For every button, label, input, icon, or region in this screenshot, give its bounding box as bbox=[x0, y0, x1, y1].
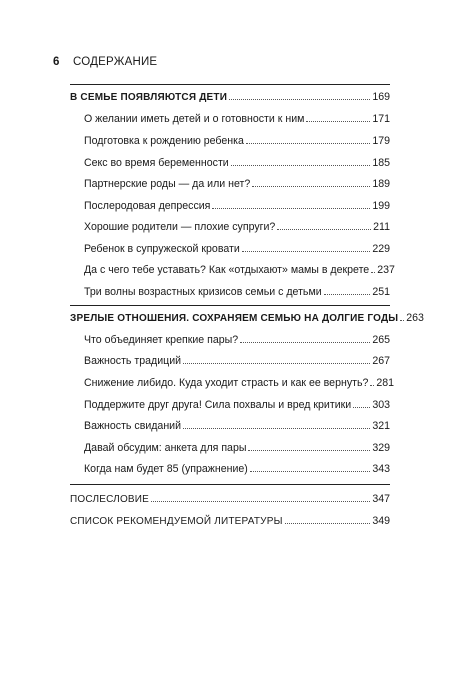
toc-references[interactable] bbox=[70, 514, 390, 529]
running-header bbox=[53, 56, 157, 68]
leader-dots bbox=[240, 333, 370, 343]
toc-entry-label: Подготовка к рождению ребенка bbox=[84, 135, 244, 147]
leader-dots bbox=[183, 419, 370, 429]
leader-dots bbox=[370, 376, 374, 386]
toc-entry[interactable] bbox=[84, 462, 390, 476]
toc-entry-label: ЗРЕЛЫЕ ОТНОШЕНИЯ. СОХРАНЯЕМ СЕМЬЮ НА ДОЛГИЕ ГОДЫ bbox=[70, 313, 399, 324]
leader-dots bbox=[252, 177, 370, 187]
toc-entry[interactable] bbox=[84, 285, 390, 299]
toc-entry-page: 329 bbox=[372, 442, 390, 454]
toc-chapter-children[interactable] bbox=[70, 90, 390, 105]
toc-entry-label: Хорошие родители — плохие супруги? bbox=[84, 221, 276, 233]
toc-entry-label: СПИСОК РЕКОМЕНДУЕМОЙ ЛИТЕРАТУРЫ bbox=[70, 516, 283, 527]
toc-entry-page: 349 bbox=[372, 515, 390, 527]
toc-entry[interactable] bbox=[84, 134, 390, 148]
toc-entry-page: 281 bbox=[376, 377, 395, 389]
toc-entry[interactable] bbox=[84, 263, 395, 277]
toc-chapter-mature[interactable] bbox=[70, 311, 424, 326]
section-divider bbox=[70, 84, 390, 85]
leader-dots bbox=[250, 462, 370, 472]
toc-entry-page: 237 bbox=[377, 264, 395, 276]
toc-entry[interactable] bbox=[84, 156, 390, 170]
leader-dots bbox=[183, 354, 370, 364]
leader-dots bbox=[229, 90, 370, 100]
toc-entry-page: 267 bbox=[372, 355, 390, 367]
page-number: 6 bbox=[53, 56, 60, 68]
leader-dots bbox=[277, 220, 371, 230]
toc-entry[interactable] bbox=[84, 177, 390, 191]
leader-dots bbox=[353, 398, 370, 408]
toc-entry-page: 211 bbox=[373, 221, 390, 233]
toc-entry-label: Партнерские роды — да или нет? bbox=[84, 178, 251, 190]
toc-entry-label: Да с чего тебе уставать? Как «отдыхают» мамы в декрете bbox=[84, 264, 370, 276]
toc-entry-label: О желании иметь детей и о готовности к ним bbox=[84, 113, 305, 125]
toc-entry-label: Важность традиций bbox=[84, 355, 182, 367]
leader-dots bbox=[212, 199, 370, 209]
leader-dots bbox=[246, 134, 370, 144]
toc-entry[interactable] bbox=[84, 376, 395, 390]
toc-entry[interactable] bbox=[84, 199, 390, 213]
toc-entry-page: 265 bbox=[372, 334, 390, 346]
toc-entry-label: Когда нам будет 85 (упражнение) bbox=[84, 463, 248, 475]
toc-entry[interactable] bbox=[84, 112, 390, 126]
toc-entry-page: 185 bbox=[372, 157, 390, 169]
toc-entry-page: 169 bbox=[372, 91, 390, 103]
header-title: СОДЕРЖАНИЕ bbox=[73, 56, 158, 68]
toc-entry-label: Что объединяет крепкие пары? bbox=[84, 334, 239, 346]
toc-entry[interactable] bbox=[84, 441, 390, 455]
leader-dots bbox=[400, 311, 404, 321]
leader-dots bbox=[151, 492, 370, 502]
section-divider bbox=[70, 305, 390, 306]
toc-entry-label: Ребенок в супружеской кровати bbox=[84, 243, 240, 255]
toc-entry-page: 189 bbox=[372, 178, 390, 190]
toc-entry-page: 229 bbox=[372, 243, 390, 255]
leader-dots bbox=[285, 514, 371, 524]
toc-entry-page: 263 bbox=[406, 312, 424, 324]
toc-entry-page: 171 bbox=[372, 113, 390, 125]
toc-entry-label: Секс во время беременности bbox=[84, 157, 229, 169]
toc-entry-page: 303 bbox=[372, 399, 390, 411]
leader-dots bbox=[248, 441, 370, 451]
toc-entry-page: 343 bbox=[372, 463, 390, 475]
toc-entry-page: 347 bbox=[372, 493, 390, 505]
toc-entry-label: Снижение либидо. Куда уходит страсть и как ее вернуть? bbox=[84, 377, 369, 389]
leader-dots bbox=[324, 285, 371, 295]
toc-entry[interactable] bbox=[84, 398, 390, 412]
toc-entry-label: В СЕМЬЕ ПОЯВЛЯЮТСЯ ДЕТИ bbox=[70, 92, 228, 103]
leader-dots bbox=[242, 242, 371, 252]
toc-entry-page: 321 bbox=[372, 420, 390, 432]
toc-entry-label: Важность свиданий bbox=[84, 420, 181, 432]
toc-entry-label: Давай обсудим: анкета для пары bbox=[84, 442, 247, 454]
section-divider bbox=[70, 484, 390, 485]
toc-entry-label: Три волны возрастных кризисов семьи с детьми bbox=[84, 286, 322, 298]
toc-entry[interactable] bbox=[84, 333, 390, 347]
toc-entry[interactable] bbox=[84, 354, 390, 368]
toc-entry-page: 251 bbox=[372, 286, 390, 298]
toc-entry[interactable] bbox=[84, 419, 390, 433]
toc-afterword[interactable] bbox=[70, 492, 390, 507]
toc-entry-label: Поддержите друг друга! Сила похвалы и вред критики bbox=[84, 399, 352, 411]
toc-entry-label: Послеродовая депрессия bbox=[84, 200, 211, 212]
toc-entry-page: 179 bbox=[372, 135, 390, 147]
leader-dots bbox=[371, 263, 375, 273]
toc-entry-label: ПОСЛЕСЛОВИЕ bbox=[70, 494, 150, 505]
toc-entry[interactable] bbox=[84, 242, 390, 256]
leader-dots bbox=[306, 112, 370, 122]
toc-entry-page: 199 bbox=[372, 200, 390, 212]
toc-entry[interactable] bbox=[84, 220, 390, 234]
leader-dots bbox=[231, 156, 371, 166]
